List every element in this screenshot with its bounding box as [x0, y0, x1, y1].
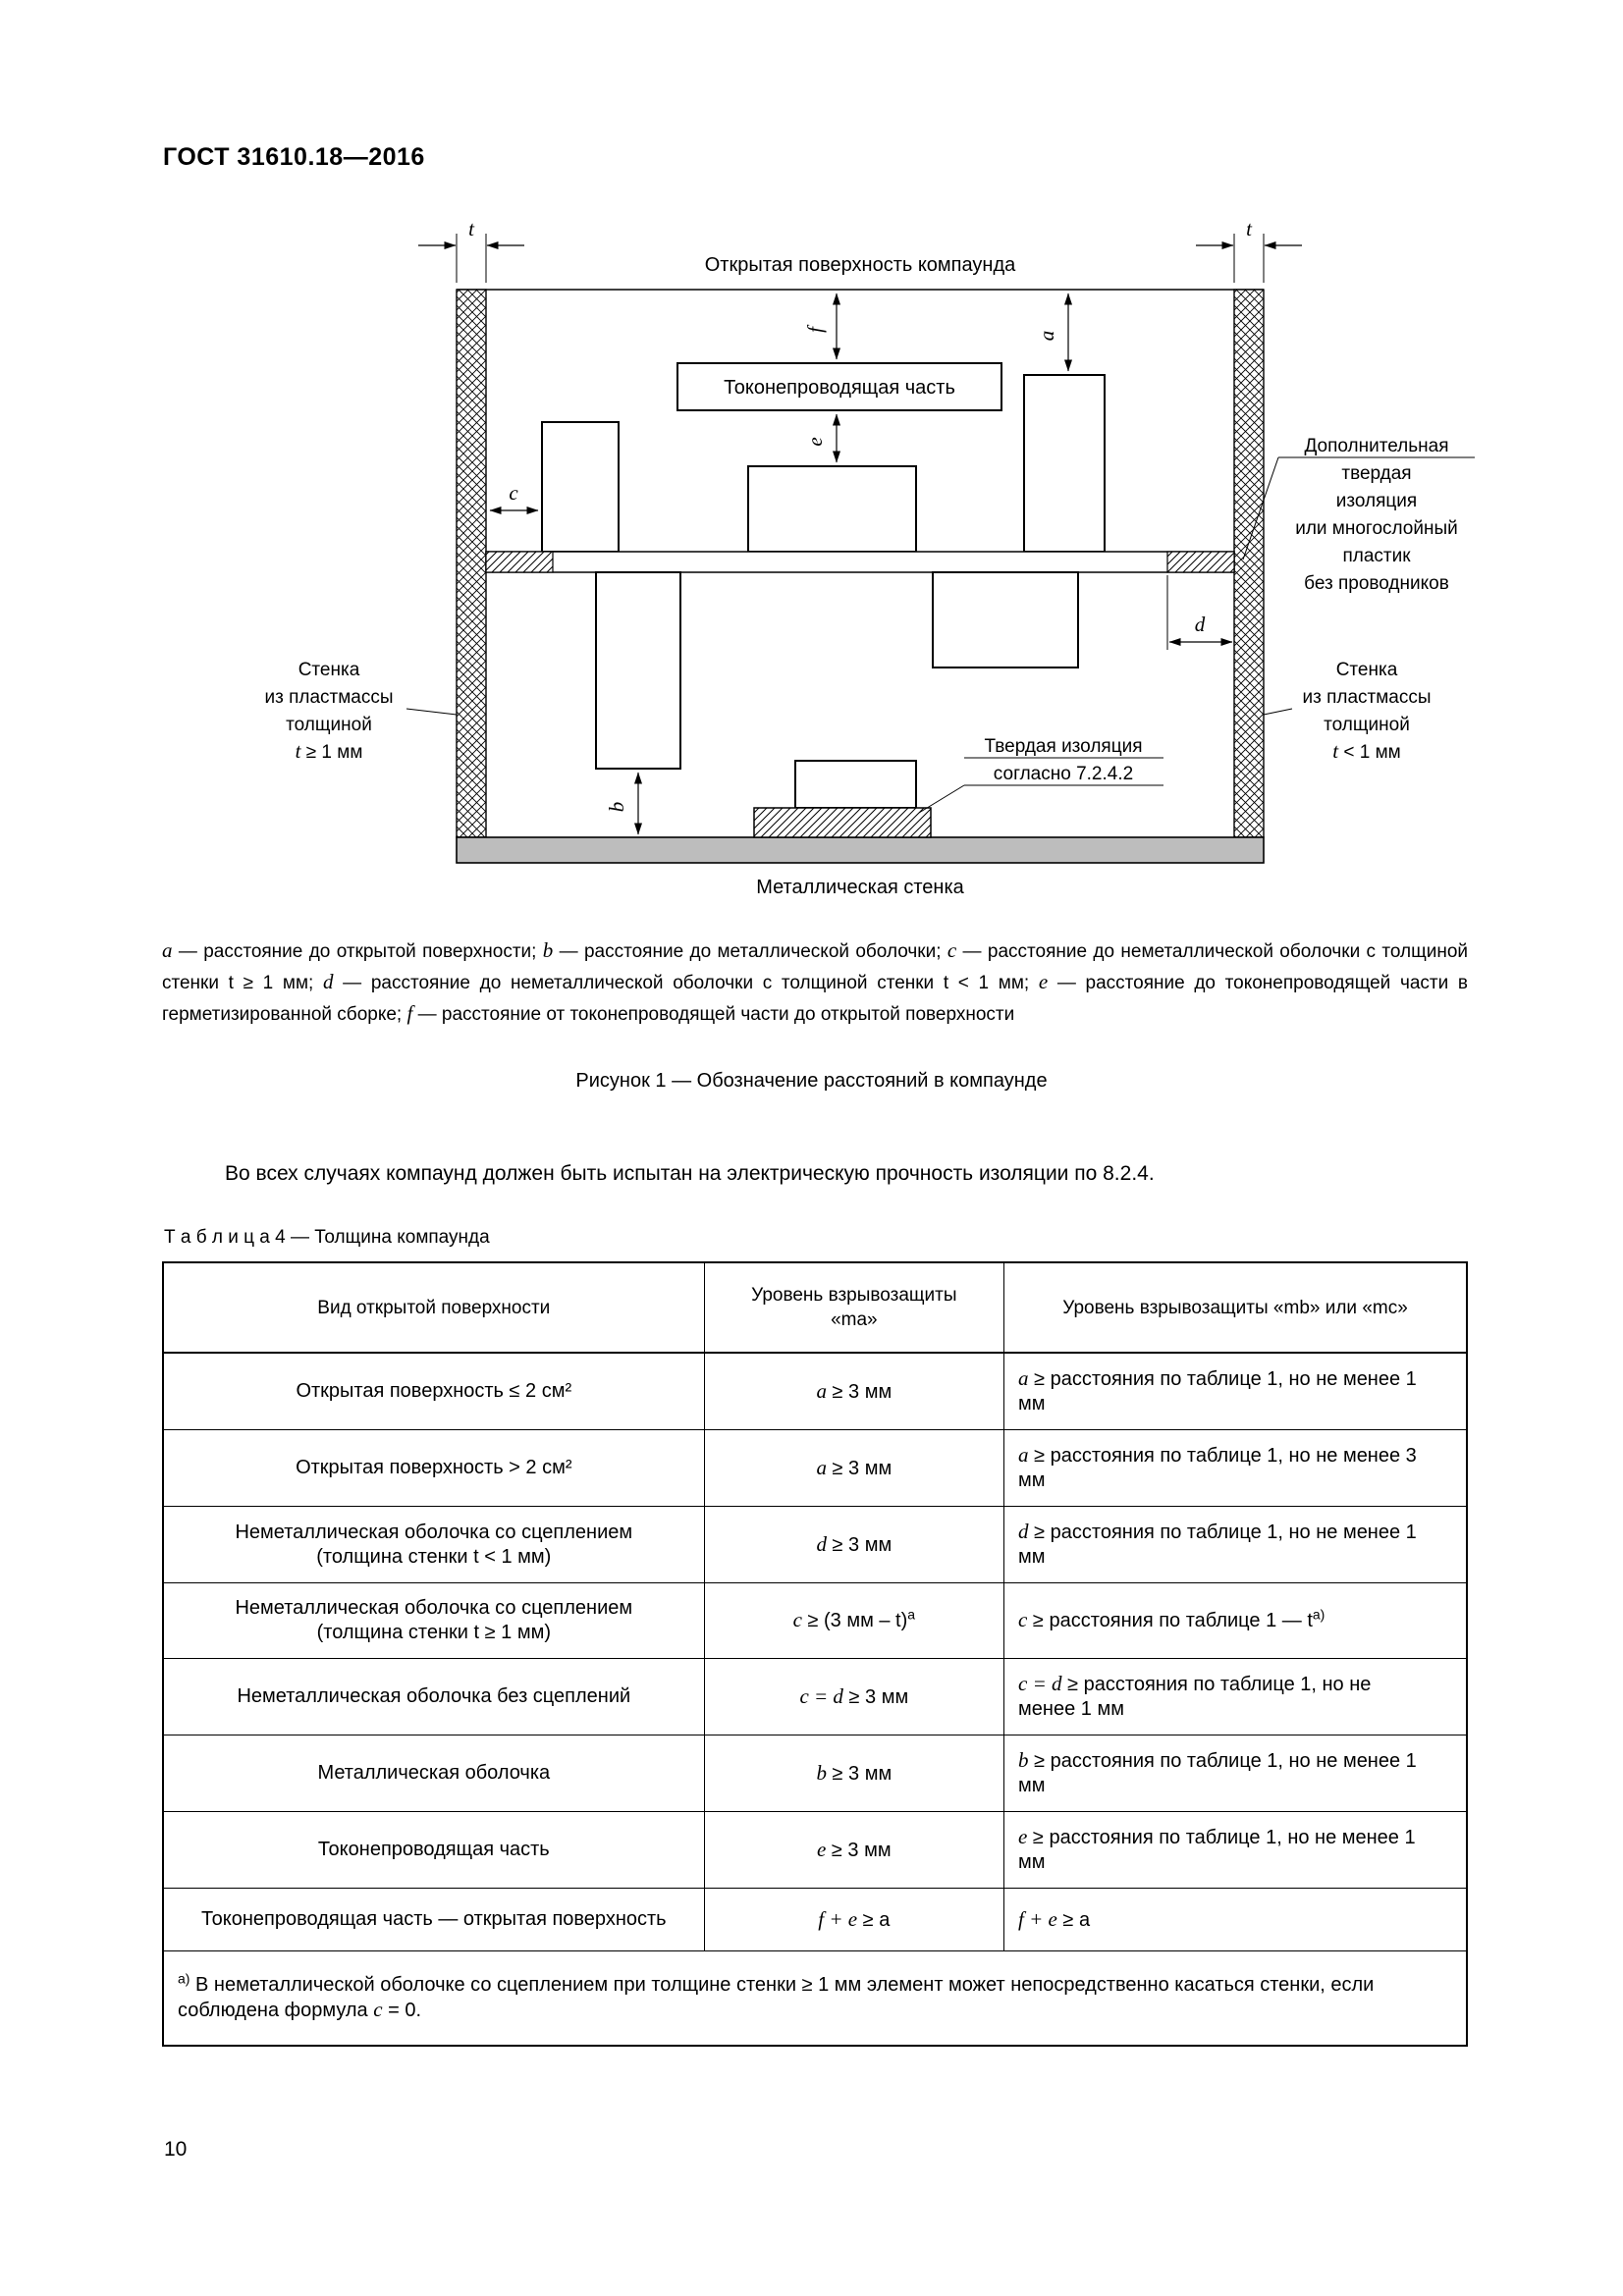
- cell-level-ma: c = d ≥ 3 мм: [704, 1659, 1003, 1735]
- cell-surface-type: Токонепроводящая часть: [163, 1812, 704, 1889]
- col-header-level-ma: Уровень взрывозащиты «ma»: [704, 1262, 1003, 1353]
- cell-level-ma: b ≥ 3 мм: [704, 1735, 1003, 1812]
- svg-text:Стенка: Стенка: [1335, 660, 1398, 680]
- table-row: [163, 1507, 1467, 1583]
- table-row: [163, 1659, 1467, 1735]
- svg-text:Стенка: Стенка: [298, 660, 360, 680]
- solid-insulation-block: [754, 761, 931, 837]
- footnote-marker: а): [178, 1970, 190, 1987]
- cell-surface-type: Токонепроводящая часть — открытая поверхность: [163, 1889, 704, 1951]
- svg-text:без проводников: без проводников: [1304, 573, 1449, 594]
- svg-text:или многослойный: или многослойный: [1295, 518, 1458, 539]
- dim-label-b: b: [605, 801, 628, 813]
- dimension-t-left: [418, 217, 524, 283]
- nonconductive-part-label: Токонепроводящая часть: [724, 377, 955, 399]
- dimension-f: [803, 294, 837, 359]
- component-rect-left: [542, 422, 619, 552]
- svg-text:Дополнительная: Дополнительная: [1304, 436, 1449, 456]
- component-rect-lower-left: [596, 572, 680, 769]
- cell-surface-type: Неметаллическая оболочка без сцеплений: [163, 1659, 704, 1735]
- left-wall-thickness: t ≥ 1 мм: [295, 739, 363, 763]
- cell-level-mb-mc: b ≥ расстояния по таблице 1, но не менее 1 мм: [1004, 1735, 1467, 1812]
- cell-surface-type: Неметаллическая оболочка со сцеплением (толщина стенки t < 1 мм): [163, 1507, 704, 1583]
- cell-level-mb-mc: d ≥ расстояния по таблице 1, но не менее 1 мм: [1004, 1507, 1467, 1583]
- dimension-c: [490, 481, 538, 510]
- svg-text:согласно 7.2.4.2: согласно 7.2.4.2: [993, 764, 1134, 784]
- svg-text:изоляция: изоляция: [1335, 491, 1418, 511]
- cell-level-ma: c ≥ (3 мм – t)$^а$: [704, 1583, 1003, 1659]
- dimension-d: [1167, 575, 1232, 650]
- page-number: 10: [164, 2138, 188, 2161]
- cell-surface-type: Неметаллическая оболочка со сцеплением (толщина стенки t ≥ 1 мм): [163, 1583, 704, 1659]
- cell-level-ma: d ≥ 3 мм: [704, 1507, 1003, 1583]
- col-header-surface-type: Вид открытой поверхности: [163, 1262, 704, 1353]
- svg-text:твердая: твердая: [1341, 463, 1412, 484]
- figure-1-diagram: [128, 206, 1502, 903]
- cell-surface-type: Открытая поверхность > 2 см²: [163, 1430, 704, 1507]
- cell-level-mb-mc: c ≥ расстояния по таблице 1 — $t^{а)}$: [1004, 1583, 1467, 1659]
- table-row: [163, 1430, 1467, 1507]
- cell-level-mb-mc: a ≥ расстояния по таблице 1, но не менее 3 мм: [1004, 1430, 1467, 1507]
- dim-label-t-left: t: [468, 217, 474, 240]
- right-wall-label: [1264, 660, 1432, 763]
- svg-text:толщиной: толщиной: [286, 715, 372, 735]
- right-wall-thickness: t < 1 мм: [1332, 739, 1401, 763]
- table-row: [163, 1353, 1467, 1430]
- table-footnote-row: [163, 1951, 1467, 2046]
- dimension-b: [605, 773, 638, 834]
- right-plastic-wall: [1234, 290, 1264, 837]
- col-header-level-mb-mc: Уровень взрывозащиты «mb» или «mc»: [1004, 1262, 1467, 1353]
- svg-text:пластик: пластик: [1342, 546, 1411, 566]
- solid-insulation-label: [919, 736, 1163, 813]
- cell-surface-type: Металлическая оболочка: [163, 1735, 704, 1812]
- cell-level-mb-mc: e ≥ расстояния по таблице 1, но не менее 1 мм: [1004, 1812, 1467, 1889]
- left-wall-label: [264, 660, 457, 763]
- dimension-e: [803, 414, 837, 462]
- table-row: [163, 1583, 1467, 1659]
- body-paragraph: Во всех случаях компаунд должен быть испытан на электрическую прочность изоляции по 8.2.4.: [225, 1162, 1155, 1185]
- table-row: [163, 1735, 1467, 1812]
- dim-label-e: e: [803, 437, 827, 447]
- table-footnote: $^{а)}$ В неметаллической оболочке со сцеплением при толщине стенки ≥ 1 мм элемент может непосредственно касаться стенки, если соблюдена формула c = 0.: [163, 1951, 1467, 2046]
- additional-insulation-label: [1243, 436, 1475, 594]
- dim-label-a: a: [1035, 330, 1058, 342]
- open-surface-label: Открытая поверхность компаунда: [704, 254, 1016, 276]
- table-caption: Т а б л и ц а 4 — Толщина компаунда: [164, 1227, 490, 1248]
- svg-text:Твердая изоляция: Твердая изоляция: [984, 736, 1143, 757]
- cell-level-mb-mc: f + e ≥ a: [1004, 1889, 1467, 1951]
- cell-level-ma: e ≥ 3 мм: [704, 1812, 1003, 1889]
- nonconductive-part-box: [677, 363, 1001, 410]
- cell-level-ma: a ≥ 3 мм: [704, 1353, 1003, 1430]
- dim-label-d: d: [1194, 613, 1206, 636]
- table-row: [163, 1889, 1467, 1951]
- dimension-t-right: [1196, 217, 1302, 283]
- dim-label-t-right: t: [1246, 217, 1252, 240]
- cell-surface-type: Открытая поверхность ≤ 2 см²: [163, 1353, 704, 1430]
- figure-title: Рисунок 1 — Обозначение расстояний в компаунде: [575, 1070, 1048, 1092]
- metal-wall-label: Металлическая стенка: [756, 877, 964, 898]
- component-rect-middle: [748, 466, 916, 552]
- svg-text:толщиной: толщиной: [1324, 715, 1410, 735]
- cell-level-mb-mc: c = d ≥ расстояния по таблице 1, но не менее 1 мм: [1004, 1659, 1467, 1735]
- left-plastic-wall: [457, 290, 486, 837]
- table-4-compound-thickness: [162, 1261, 1468, 2047]
- component-rect-right: [1024, 375, 1105, 552]
- table-header-row: [163, 1262, 1467, 1353]
- figure-caption: a — расстояние до открытой поверхности; b — расстояние до металлической оболочки; c — расстояние до неметаллической оболочки с толщиной стенки t ≥ 1 мм; d — расстояние до неметаллической оболочки с толщиной стенки t < 1 мм; e — расстояние до токонепроводящей части в герметизированной сборке; f — расстояние от токонепроводящей части до открытой поверхности: [162, 938, 1469, 1025]
- component-rect-lower-middle: [933, 572, 1078, 667]
- svg-text:из пластмассы: из пластмассы: [1302, 687, 1432, 708]
- table-row: [163, 1812, 1467, 1889]
- cell-level-mb-mc: a ≥ расстояния по таблице 1, но не менее 1 мм: [1004, 1353, 1467, 1430]
- document-header: ГОСТ 31610.18—2016: [163, 143, 425, 171]
- metal-wall: [457, 837, 1264, 863]
- svg-text:из пластмассы: из пластмассы: [264, 687, 394, 708]
- dim-label-c: c: [509, 481, 518, 505]
- cell-level-ma: a ≥ 3 мм: [704, 1430, 1003, 1507]
- dim-label-f: f: [803, 327, 827, 333]
- cell-level-ma: f + e ≥ a: [704, 1889, 1003, 1951]
- dimension-a: [1035, 294, 1068, 371]
- additional-insulation-board: [486, 552, 1234, 572]
